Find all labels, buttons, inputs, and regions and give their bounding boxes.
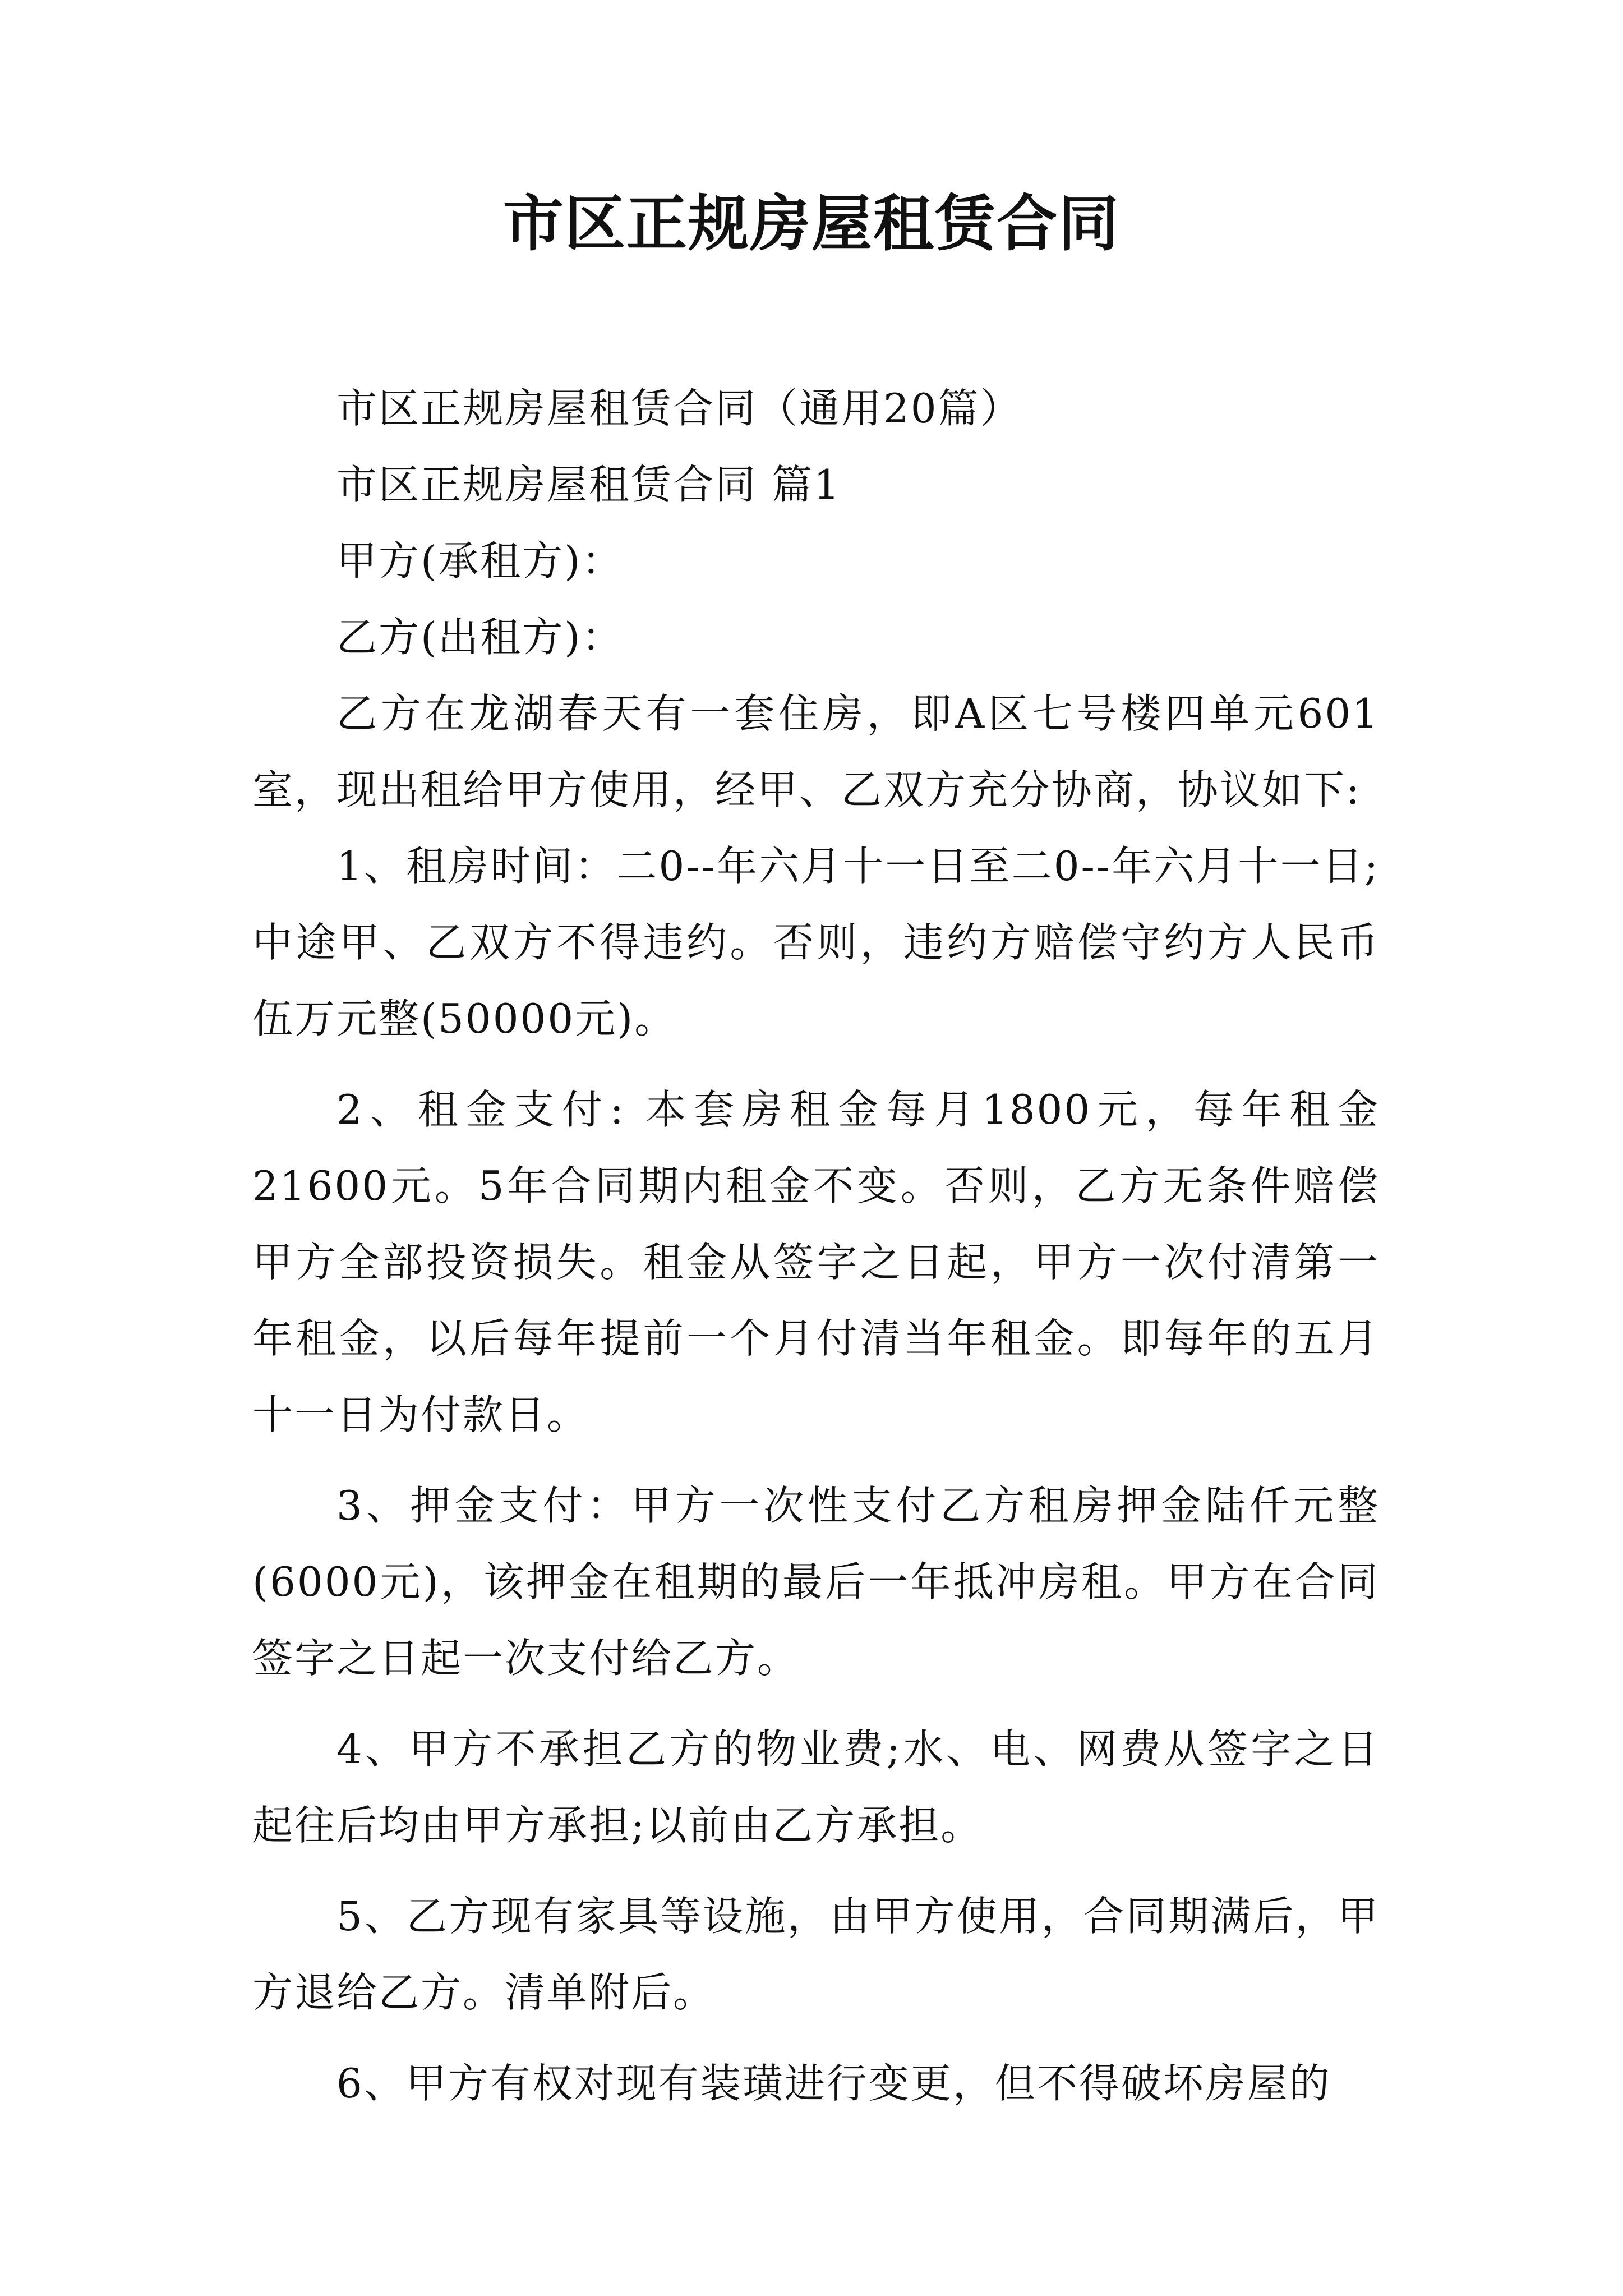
document-body <box>252 370 1380 2122</box>
paragraph-intro: 乙方在龙湖春天有一套住房，即A区七号楼四单元601室，现出租给甲方使用，经甲、乙双方充分协商，协议如下: <box>252 690 1380 813</box>
paragraph-heading: 市区正规房屋租赁合同（通用20篇） <box>336 385 1022 432</box>
paragraph-party-b: 乙方(出租方)： <box>336 614 624 661</box>
paragraph-party-a: 甲方(承租方)： <box>336 537 624 585</box>
paragraph-clause-6: 6、甲方有权对现有装璜进行变更，但不得破坏房屋的 <box>336 2060 1331 2107</box>
paragraph-clause-1: 1、租房时间：二0--年六月十一日至二0--年六月十一日;中途甲、乙双方不得违约。否则，违约方赔偿守约方人民币伍万元整(50000元)。 <box>252 843 1380 1042</box>
paragraph-section-title: 市区正规房屋租赁合同 篇1 <box>336 461 841 508</box>
paragraph-clause-2: 2、租金支付: 本套房租金每月1800元，每年租金21600元。5年合同期内租金不变。否则，乙方无条件赔偿甲方全部投资损失。租金从签字之日起，甲方一次付清第一年租金，以后每年提前一个月付清当年租金。即每年的五月十一日为付款日。 <box>252 1086 1380 1438</box>
paragraph-clause-5: 5、乙方现有家具等设施，由甲方使用，合同期满后，甲方退给乙方。清单附后。 <box>252 1893 1380 2016</box>
paragraph-clause-4: 4、甲方不承担乙方的物业费;水、电、网费从签字之日起往后均由甲方承担;以前由乙方承担。 <box>252 1726 1380 1849</box>
paragraph-clause-3: 3、押金支付：甲方一次性支付乙方租房押金陆仟元整(6000元)，该押金在租期的最后一年抵冲房租。甲方在合同签字之日起一次支付给乙方。 <box>252 1482 1380 1682</box>
document-title: 市区正规房屋租赁合同 <box>502 189 1120 259</box>
